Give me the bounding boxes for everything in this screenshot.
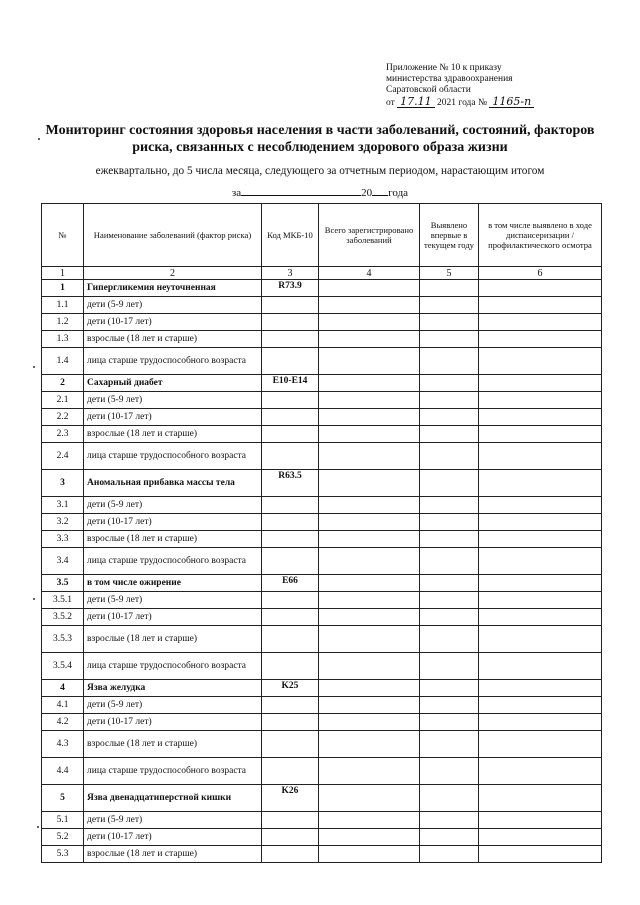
table-row: [42, 812, 602, 829]
row-number: 3.5.2: [42, 609, 84, 626]
table-row: [42, 575, 602, 592]
row-icd-code: K26: [262, 785, 319, 812]
table-row: [42, 714, 602, 731]
table-row: [42, 314, 602, 331]
col-number: 3: [262, 267, 319, 280]
cell-new-this-year[interactable]: [420, 592, 479, 609]
row-number: 5.1: [42, 812, 84, 829]
row-icd-code: E66: [262, 575, 319, 592]
cell-found-in-screening[interactable]: [479, 331, 602, 348]
cell-total-registered[interactable]: [319, 680, 420, 697]
attachment-line-1: Приложение № 10 к приказу: [386, 63, 502, 73]
row-icd-code: [262, 829, 319, 846]
row-icd-code: E10-E14: [262, 375, 319, 392]
row-number: 3: [42, 470, 84, 497]
row-icd-code: [262, 653, 319, 680]
row-number: 1.2: [42, 314, 84, 331]
handwritten-order-number: 1165-п: [489, 96, 534, 108]
scan-speck: [33, 366, 35, 368]
row-icd-code: [262, 426, 319, 443]
row-icd-code: [262, 392, 319, 409]
cell-new-this-year[interactable]: [420, 348, 479, 375]
period-blank[interactable]: [241, 185, 361, 196]
cell-new-this-year[interactable]: [420, 392, 479, 409]
row-name: лица старше трудоспособного возраста: [84, 653, 262, 680]
column-numbers-row: [42, 267, 602, 280]
cell-found-in-screening[interactable]: [479, 297, 602, 314]
cell-found-in-screening[interactable]: [479, 426, 602, 443]
cell-new-this-year[interactable]: [420, 375, 479, 392]
row-icd-code: [262, 348, 319, 375]
cell-total-registered[interactable]: [319, 531, 420, 548]
row-name: дети (5-9 лет): [84, 497, 262, 514]
attachment-from: от: [386, 98, 395, 108]
attachment-line-4: [386, 96, 606, 109]
cell-total-registered[interactable]: [319, 653, 420, 680]
row-icd-code: [262, 697, 319, 714]
cell-new-this-year[interactable]: [420, 758, 479, 785]
table-row: [42, 609, 602, 626]
cell-found-in-screening[interactable]: [479, 846, 602, 863]
cell-total-registered[interactable]: [319, 731, 420, 758]
table-row: [42, 548, 602, 575]
row-name: взрослые (18 лет и старше): [84, 331, 262, 348]
row-icd-code: K25: [262, 680, 319, 697]
row-name: дети (5-9 лет): [84, 592, 262, 609]
table-body: [42, 280, 602, 863]
attachment-line-2: министерства здравоохранения: [386, 74, 513, 84]
row-number: 4.3: [42, 731, 84, 758]
row-number: 3.5.4: [42, 653, 84, 680]
cell-found-in-screening[interactable]: [479, 731, 602, 758]
cell-found-in-screening[interactable]: [479, 592, 602, 609]
attachment-year: 2021 года №: [437, 98, 488, 108]
cell-total-registered[interactable]: [319, 314, 420, 331]
monitoring-table: [41, 203, 602, 863]
cell-found-in-screening[interactable]: [479, 348, 602, 375]
cell-new-this-year[interactable]: [420, 812, 479, 829]
row-icd-code: [262, 443, 319, 470]
table-row: [42, 829, 602, 846]
row-number: 2: [42, 375, 84, 392]
cell-total-registered[interactable]: [319, 548, 420, 575]
cell-new-this-year[interactable]: [420, 731, 479, 758]
scan-speck: [37, 826, 39, 828]
row-number: 2.2: [42, 409, 84, 426]
cell-new-this-year[interactable]: [420, 626, 479, 653]
table-row: [42, 280, 602, 297]
row-icd-code: [262, 714, 319, 731]
cell-total-registered[interactable]: [319, 697, 420, 714]
cell-new-this-year[interactable]: [420, 470, 479, 497]
period-middle: 20: [361, 187, 373, 199]
row-name: дети (5-9 лет): [84, 392, 262, 409]
row-name: взрослые (18 лет и старше): [84, 846, 262, 863]
row-number: 3.4: [42, 548, 84, 575]
row-number: 3.5.3: [42, 626, 84, 653]
row-icd-code: [262, 331, 319, 348]
table-row: [42, 514, 602, 531]
row-number: 1: [42, 280, 84, 297]
row-number: 5: [42, 785, 84, 812]
row-name: дети (10-17 лет): [84, 609, 262, 626]
cell-total-registered[interactable]: [319, 497, 420, 514]
cell-new-this-year[interactable]: [420, 497, 479, 514]
row-name: Гипергликемия неуточненная: [84, 280, 262, 297]
cell-new-this-year[interactable]: [420, 846, 479, 863]
row-number: 2.1: [42, 392, 84, 409]
col-number: 6: [479, 267, 602, 280]
cell-new-this-year[interactable]: [420, 409, 479, 426]
table-row: [42, 348, 602, 375]
cell-found-in-screening[interactable]: [479, 609, 602, 626]
cell-new-this-year[interactable]: [420, 443, 479, 470]
reporting-period-line: [28, 185, 612, 200]
row-icd-code: [262, 846, 319, 863]
cell-found-in-screening[interactable]: [479, 575, 602, 592]
cell-total-registered[interactable]: [319, 348, 420, 375]
row-number: 4.4: [42, 758, 84, 785]
cell-total-registered[interactable]: [319, 575, 420, 592]
row-name: дети (10-17 лет): [84, 409, 262, 426]
cell-total-registered[interactable]: [319, 375, 420, 392]
cell-found-in-screening[interactable]: [479, 829, 602, 846]
table-row: [42, 785, 602, 812]
table-row: [42, 497, 602, 514]
cell-found-in-screening[interactable]: [479, 409, 602, 426]
col-header-name: Наименование заболеваний (фактор риска): [84, 204, 262, 267]
cell-new-this-year[interactable]: [420, 331, 479, 348]
row-name: лица старше трудоспособного возраста: [84, 758, 262, 785]
row-number: 3.2: [42, 514, 84, 531]
table-row: [42, 443, 602, 470]
row-name: дети (5-9 лет): [84, 297, 262, 314]
cell-found-in-screening[interactable]: [479, 443, 602, 470]
table-row: [42, 375, 602, 392]
row-name: Аномальная прибавка массы тела: [84, 470, 262, 497]
row-number: 2.3: [42, 426, 84, 443]
row-name: дети (5-9 лет): [84, 697, 262, 714]
row-icd-code: [262, 592, 319, 609]
row-icd-code: [262, 297, 319, 314]
attachment-line-3: Саратовской области: [386, 85, 471, 95]
period-prefix: за: [231, 187, 242, 199]
table-header-row: [42, 204, 602, 267]
cell-total-registered[interactable]: [319, 609, 420, 626]
col-header-code: Код МКБ-10: [262, 204, 319, 267]
cell-found-in-screening[interactable]: [479, 714, 602, 731]
table-row: [42, 680, 602, 697]
cell-new-this-year[interactable]: [420, 514, 479, 531]
cell-found-in-screening[interactable]: [479, 626, 602, 653]
table-row: [42, 758, 602, 785]
row-icd-code: [262, 514, 319, 531]
table-row: [42, 409, 602, 426]
cell-found-in-screening[interactable]: [479, 280, 602, 297]
row-icd-code: [262, 497, 319, 514]
row-name: дети (10-17 лет): [84, 514, 262, 531]
cell-total-registered[interactable]: [319, 409, 420, 426]
period-suffix: года: [388, 187, 409, 199]
row-icd-code: [262, 626, 319, 653]
cell-total-registered[interactable]: [319, 331, 420, 348]
row-number: 5.3: [42, 846, 84, 863]
col-header-number: №: [42, 204, 84, 267]
table-row: [42, 531, 602, 548]
handwritten-date: 17.11: [397, 96, 435, 108]
row-name: дети (10-17 лет): [84, 714, 262, 731]
row-number: 4.1: [42, 697, 84, 714]
cell-new-this-year[interactable]: [420, 548, 479, 575]
row-icd-code: [262, 531, 319, 548]
row-icd-code: [262, 609, 319, 626]
cell-found-in-screening[interactable]: [479, 680, 602, 697]
cell-found-in-screening[interactable]: [479, 548, 602, 575]
cell-new-this-year[interactable]: [420, 714, 479, 731]
cell-found-in-screening[interactable]: [479, 758, 602, 785]
cell-new-this-year[interactable]: [420, 697, 479, 714]
cell-new-this-year[interactable]: [420, 297, 479, 314]
table-row: [42, 470, 602, 497]
row-name: дети (10-17 лет): [84, 314, 262, 331]
row-name: взрослые (18 лет и старше): [84, 426, 262, 443]
row-number: 4.2: [42, 714, 84, 731]
row-name: дети (10-17 лет): [84, 829, 262, 846]
row-icd-code: [262, 548, 319, 575]
table-row: [42, 426, 602, 443]
cell-found-in-screening[interactable]: [479, 697, 602, 714]
cell-total-registered[interactable]: [319, 426, 420, 443]
cell-new-this-year[interactable]: [420, 314, 479, 331]
row-number: 3.1: [42, 497, 84, 514]
scan-speck: [38, 138, 40, 140]
attachment-block: [386, 63, 606, 109]
table-row: [42, 846, 602, 863]
cell-total-registered[interactable]: [319, 829, 420, 846]
cell-found-in-screening[interactable]: [479, 531, 602, 548]
cell-total-registered[interactable]: [319, 592, 420, 609]
cell-new-this-year[interactable]: [420, 609, 479, 626]
row-name: лица старше трудоспособного возраста: [84, 548, 262, 575]
row-number: 3.5.1: [42, 592, 84, 609]
row-number: 1.1: [42, 297, 84, 314]
row-name: Сахарный диабет: [84, 375, 262, 392]
col-number: 2: [84, 267, 262, 280]
cell-total-registered[interactable]: [319, 846, 420, 863]
row-icd-code: [262, 314, 319, 331]
row-icd-code: R63.5: [262, 470, 319, 497]
cell-new-this-year[interactable]: [420, 680, 479, 697]
table-row: [42, 731, 602, 758]
col-header-total: Всего зарегистрировано заболеваний: [319, 204, 420, 267]
row-icd-code: R73.9: [262, 280, 319, 297]
table-row: [42, 392, 602, 409]
col-number: 1: [42, 267, 84, 280]
cell-new-this-year[interactable]: [420, 653, 479, 680]
col-header-new: Выявлено впервые в текущем году: [420, 204, 479, 267]
cell-total-registered[interactable]: [319, 470, 420, 497]
cell-new-this-year[interactable]: [420, 785, 479, 812]
cell-total-registered[interactable]: [319, 626, 420, 653]
cell-total-registered[interactable]: [319, 443, 420, 470]
table-row: [42, 697, 602, 714]
row-name: взрослые (18 лет и старше): [84, 731, 262, 758]
cell-total-registered[interactable]: [319, 785, 420, 812]
row-number: 3.5: [42, 575, 84, 592]
table-row: [42, 592, 602, 609]
cell-found-in-screening[interactable]: [479, 812, 602, 829]
document-subtitle: ежеквартально, до 5 числа месяца, следующего за отчетным периодом, нарастающим итогом: [95, 165, 545, 177]
row-name: взрослые (18 лет и старше): [84, 626, 262, 653]
cell-new-this-year[interactable]: [420, 426, 479, 443]
cell-new-this-year[interactable]: [420, 575, 479, 592]
cell-new-this-year[interactable]: [420, 829, 479, 846]
row-name: взрослые (18 лет и старше): [84, 531, 262, 548]
cell-found-in-screening[interactable]: [479, 392, 602, 409]
row-icd-code: [262, 731, 319, 758]
cell-found-in-screening[interactable]: [479, 785, 602, 812]
table-row: [42, 626, 602, 653]
cell-total-registered[interactable]: [319, 297, 420, 314]
table-row: [42, 331, 602, 348]
cell-total-registered[interactable]: [319, 514, 420, 531]
scan-speck: [33, 598, 35, 600]
row-number: 5.2: [42, 829, 84, 846]
table-row: [42, 653, 602, 680]
row-icd-code: [262, 409, 319, 426]
document-title: Мониторинг состояния здоровья населения в части заболеваний, состояний, факторов риска, связанных с несоблюдением здорового образа жизни: [45, 123, 595, 155]
cell-total-registered[interactable]: [319, 392, 420, 409]
row-icd-code: [262, 812, 319, 829]
cell-found-in-screening[interactable]: [479, 314, 602, 331]
row-name: в том числе ожирение: [84, 575, 262, 592]
cell-total-registered[interactable]: [319, 280, 420, 297]
row-number: 1.4: [42, 348, 84, 375]
col-header-screening: в том числе выявлено в ходе диспансеризации / профилактического осмотра: [479, 204, 602, 267]
row-number: 3.3: [42, 531, 84, 548]
col-number: 4: [319, 267, 420, 280]
cell-found-in-screening[interactable]: [479, 497, 602, 514]
period-year-blank[interactable]: [372, 185, 388, 196]
row-number: 1.3: [42, 331, 84, 348]
cell-total-registered[interactable]: [319, 758, 420, 785]
row-icd-code: [262, 758, 319, 785]
cell-new-this-year[interactable]: [420, 280, 479, 297]
cell-total-registered[interactable]: [319, 812, 420, 829]
cell-found-in-screening[interactable]: [479, 653, 602, 680]
row-name: лица старше трудоспособного возраста: [84, 348, 262, 375]
cell-found-in-screening[interactable]: [479, 470, 602, 497]
row-number: 2.4: [42, 443, 84, 470]
row-name: лица старше трудоспособного возраста: [84, 443, 262, 470]
row-name: дети (5-9 лет): [84, 812, 262, 829]
cell-found-in-screening[interactable]: [479, 514, 602, 531]
row-name: Язва двенадцатиперстной кишки: [84, 785, 262, 812]
row-name: Язва желудка: [84, 680, 262, 697]
cell-found-in-screening[interactable]: [479, 375, 602, 392]
cell-total-registered[interactable]: [319, 714, 420, 731]
row-number: 4: [42, 680, 84, 697]
table-row: [42, 297, 602, 314]
cell-new-this-year[interactable]: [420, 531, 479, 548]
col-number: 5: [420, 267, 479, 280]
